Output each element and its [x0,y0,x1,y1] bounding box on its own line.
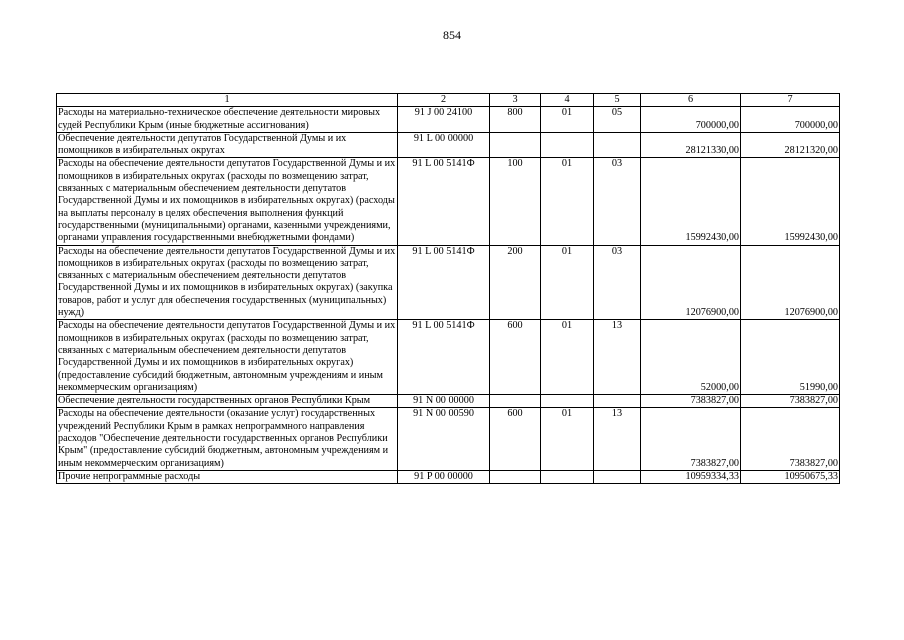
row-expense-type [490,132,541,158]
row-description: Расходы на обеспечение деятельности (оказание услуг) государственных учреждений Республики Крым в рамках непрограммного направления расходов "Обеспечение деятельности государственных органов Республики Крым" (предоставление субсидий бюджетным, автономным учреждениям и иным некоммерческим организациям) [57,408,398,470]
row-subsection: 13 [594,320,641,395]
row-section: 01 [541,408,594,470]
row-description: Обеспечение деятельности депутатов Государственной Думы и их помощников в избирательных округах [57,132,398,158]
column-header: 7 [741,94,840,107]
row-subsection: 13 [594,408,641,470]
row-section: 01 [541,107,594,133]
table-row [57,408,840,470]
table-row [57,245,840,320]
table-row [57,107,840,133]
budget-table [56,93,840,484]
row-description: Расходы на обеспечение деятельности депутатов Государственной Думы и их помощников в избирательных округах (расходы по возмещению затрат, связанных с материальным обеспечением деятельности депутатов Государственной Думы и их помощников в избирательных округах) (закупка товаров, работ и услуг для обеспечения государственных (муниципальных) нужд) [57,245,398,320]
row-amount-col6: 52000,00 [641,320,741,395]
row-description: Расходы на обеспечение деятельности депутатов Государственной Думы и их помощников в избирательных округах (расходы по возмещению затрат, связанных с материальным обеспечением деятельности депутатов Государственной Думы и их помощников в избирательных округах) (расходы на выплаты персоналу в целях обеспечения выполнения функций государственными (муниципальными) органами, казенными учреждениями, органами управления государственными внебюджетными фондами) [57,158,398,245]
row-description: Прочие непрограммные расходы [57,470,398,483]
table-header-row [57,94,840,107]
row-amount-col6: 7383827,00 [641,408,741,470]
row-section: 01 [541,158,594,245]
row-expense-type: 200 [490,245,541,320]
row-expense-type [490,395,541,408]
row-code: 91 P 00 00000 [398,470,490,483]
row-subsection [594,470,641,483]
table-row [57,395,840,408]
row-code: 91 J 00 24100 [398,107,490,133]
page-number: 854 [443,28,461,42]
row-expense-type: 100 [490,158,541,245]
row-subsection: 03 [594,158,641,245]
table-row [57,470,840,483]
row-expense-type: 800 [490,107,541,133]
row-amount-col7: 15992430,00 [741,158,840,245]
row-code: 91 N 00 00590 [398,408,490,470]
row-section [541,470,594,483]
row-section: 01 [541,245,594,320]
column-header: 4 [541,94,594,107]
column-header: 5 [594,94,641,107]
row-amount-col7: 7383827,00 [741,408,840,470]
row-amount-col6: 15992430,00 [641,158,741,245]
row-amount-col7: 12076900,00 [741,245,840,320]
row-amount-col7: 700000,00 [741,107,840,133]
row-amount-col7: 10950675,33 [741,470,840,483]
row-subsection [594,132,641,158]
row-description: Расходы на обеспечение деятельности депутатов Государственной Думы и их помощников в избирательных округах (расходы по возмещению затрат, связанных с материальным обеспечением деятельности депутатов Государственной Думы и их помощников в избирательных округах) (предоставление субсидий бюджетным, автономным учреждениям и иным некоммерческим организациям) [57,320,398,395]
row-section [541,395,594,408]
column-header: 1 [57,94,398,107]
row-expense-type: 600 [490,320,541,395]
row-code: 91 L 00 5141Ф [398,320,490,395]
row-section: 01 [541,320,594,395]
column-header: 6 [641,94,741,107]
row-description: Обеспечение деятельности государственных органов Республики Крым [57,395,398,408]
row-amount-col6: 7383827,00 [641,395,741,408]
column-header: 2 [398,94,490,107]
row-code: 91 L 00 00000 [398,132,490,158]
table-row [57,158,840,245]
row-expense-type: 600 [490,408,541,470]
row-amount-col7: 28121320,00 [741,132,840,158]
row-subsection: 03 [594,245,641,320]
row-subsection [594,395,641,408]
row-amount-col6: 700000,00 [641,107,741,133]
row-code: 91 L 00 5141Ф [398,158,490,245]
row-code: 91 L 00 5141Ф [398,245,490,320]
row-code: 91 N 00 00000 [398,395,490,408]
row-amount-col6: 10959334,33 [641,470,741,483]
row-expense-type [490,470,541,483]
row-amount-col6: 12076900,00 [641,245,741,320]
row-amount-col6: 28121330,00 [641,132,741,158]
row-subsection: 05 [594,107,641,133]
row-amount-col7: 7383827,00 [741,395,840,408]
table-row [57,320,840,395]
row-section [541,132,594,158]
table-row [57,132,840,158]
row-amount-col7: 51990,00 [741,320,840,395]
row-description: Расходы на материально-техническое обеспечение деятельности мировых судей Республики Крым (иные бюджетные ассигнования) [57,107,398,133]
column-header: 3 [490,94,541,107]
